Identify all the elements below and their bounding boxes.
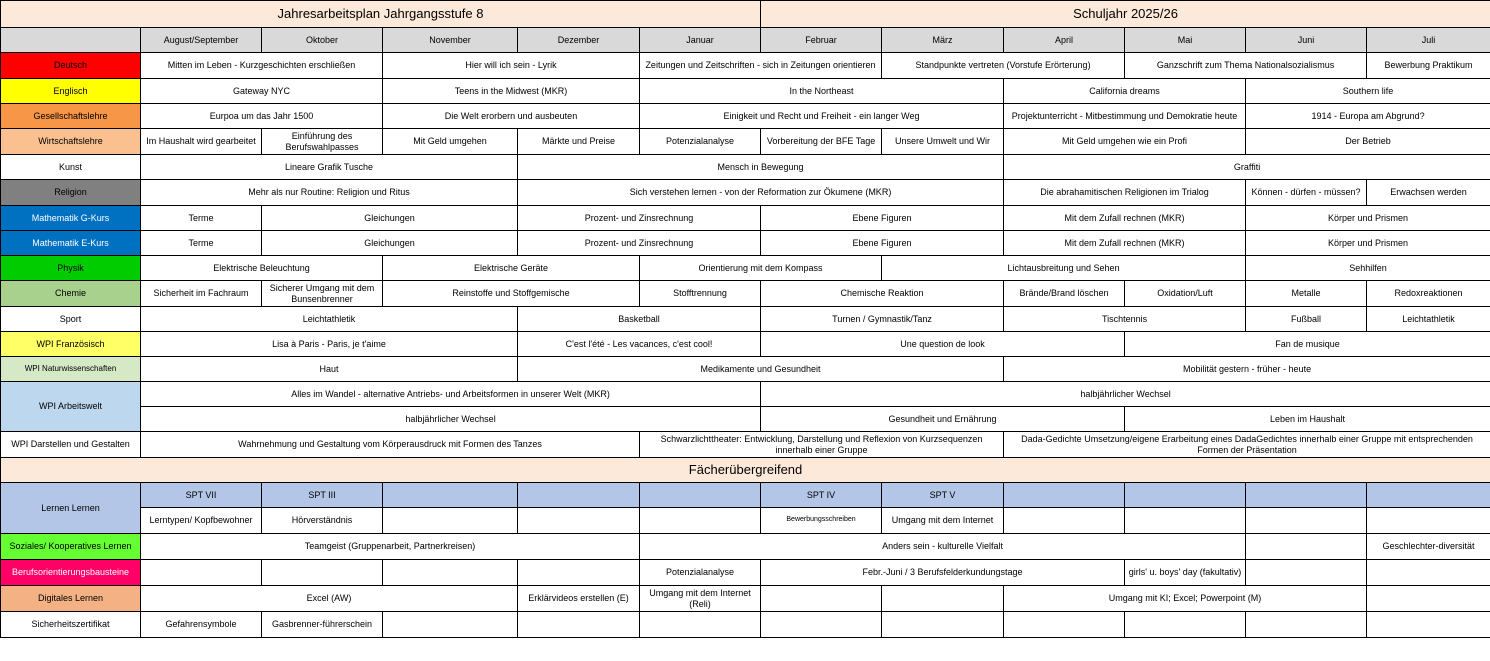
topic-cell: Die Welt erorbern und ausbeuten	[383, 104, 640, 129]
topic-cell: Bewerbungsschreiben	[761, 508, 882, 534]
topic-cell: Vorbereitung der BFE Tage	[761, 129, 882, 155]
topic-cell: Turnen / Gymnastik/Tanz	[761, 307, 1004, 332]
topic-cell: Une question de look	[761, 332, 1125, 357]
topic-cell: Reinstoffe und Stoffgemische	[383, 281, 640, 307]
subject-physik: Physik	[1, 256, 141, 281]
subject-sicherheitszertifikat: Sicherheitszertifikat	[1, 612, 141, 638]
topic-cell: Standpunkte vertreten (Vorstufe Erörterung)	[882, 53, 1125, 79]
empty-cell	[1367, 586, 1490, 612]
topic-cell: Der Betrieb	[1246, 129, 1490, 155]
empty-cell	[882, 612, 1004, 638]
empty-cell	[640, 483, 761, 508]
section-title: Fächerübergreifend	[1, 458, 1490, 483]
topic-cell: Umgang mit KI; Excel; Powerpoint (M)	[1004, 586, 1367, 612]
empty-cell	[1246, 612, 1367, 638]
topic-cell: Einigkeit und Recht und Freiheit - ein langer Weg	[640, 104, 1004, 129]
topic-cell: Metalle	[1246, 281, 1367, 307]
empty-cell	[518, 560, 640, 586]
topic-cell: Einführung des Berufswahlpasses	[262, 129, 383, 155]
subject-gesellschaftslehre: Gesellschaftslehre	[1, 104, 141, 129]
topic-cell: Umgang mit dem Internet (Reli)	[640, 586, 761, 612]
topic-cell: Lerntypen/ Kopfbewohner	[141, 508, 262, 534]
empty-cell	[1367, 508, 1490, 534]
empty-cell	[383, 612, 518, 638]
topic-cell: Mitten im Leben - Kurzgeschichten erschließen	[141, 53, 383, 79]
empty-cell	[640, 612, 761, 638]
empty-cell	[141, 560, 262, 586]
topic-cell: Unsere Umwelt und Wir	[882, 129, 1004, 155]
month-header: April	[1004, 28, 1125, 53]
topic-cell: Die abrahamitischen Religionen im Trialog	[1004, 180, 1246, 206]
empty-cell	[262, 560, 383, 586]
corner-cell	[1, 28, 141, 53]
subject-wpi-naturwissenschaften: WPI Naturwissenschaften	[1, 357, 141, 382]
topic-cell: Medikamente und Gesundheit	[518, 357, 1004, 382]
subject-mathematik-g: Mathematik G-Kurs	[1, 206, 141, 231]
topic-cell: Excel (AW)	[141, 586, 518, 612]
topic-cell: Febr.-Juni / 3 Berufsfelderkundungstage	[761, 560, 1125, 586]
topic-cell: Elektrische Beleuchtung	[141, 256, 383, 281]
empty-cell	[1004, 612, 1125, 638]
empty-cell	[518, 483, 640, 508]
month-header: Oktober	[262, 28, 383, 53]
topic-cell: Körper und Prismen	[1246, 231, 1490, 256]
topic-cell: Leben im Haushalt	[1125, 407, 1490, 432]
topic-cell: Southern life	[1246, 79, 1490, 104]
empty-cell	[383, 560, 518, 586]
empty-cell	[383, 508, 518, 534]
topic-cell: Terme	[141, 206, 262, 231]
topic-cell: Gleichungen	[262, 231, 518, 256]
empty-cell	[518, 612, 640, 638]
topic-cell: Haut	[141, 357, 518, 382]
topic-cell: C'est l'été - Les vacances, c'est cool!	[518, 332, 761, 357]
topic-cell: Teens in the Midwest (MKR)	[383, 79, 640, 104]
empty-cell	[383, 483, 518, 508]
topic-cell: Anders sein - kulturelle Vielfalt	[640, 534, 1246, 560]
subject-chemie: Chemie	[1, 281, 141, 307]
plan-title: Jahresarbeitsplan Jahrgangsstufe 8	[1, 1, 761, 28]
subject-wpi-darstellen: WPI Darstellen und Gestalten	[1, 432, 141, 458]
spt-badge: SPT V	[882, 483, 1004, 508]
topic-cell: Im Haushalt wird gearbeitet	[141, 129, 262, 155]
topic-cell: Hörverständnis	[262, 508, 383, 534]
subject-kunst: Kunst	[1, 155, 141, 180]
topic-cell: Prozent- und Zinsrechnung	[518, 231, 761, 256]
empty-cell	[1246, 483, 1367, 508]
topic-cell: Mehr als nur Routine: Religion und Ritus	[141, 180, 518, 206]
topic-cell: Fan de musique	[1125, 332, 1490, 357]
topic-cell: Fußball	[1246, 307, 1367, 332]
topic-cell: Können - dürfen - müssen?	[1246, 180, 1367, 206]
month-header: Juli	[1367, 28, 1490, 53]
topic-cell: Mensch in Bewegung	[518, 155, 1004, 180]
month-header: Juni	[1246, 28, 1367, 53]
subject-mathematik-e: Mathematik E-Kurs	[1, 231, 141, 256]
topic-cell: Teamgeist (Gruppenarbeit, Partnerkreisen)	[141, 534, 640, 560]
topic-cell: Erwachsen werden	[1367, 180, 1490, 206]
subject-wpi-franzoesisch: WPI Französisch	[1, 332, 141, 357]
spt-badge: SPT VII	[141, 483, 262, 508]
topic-cell: Leichtathletik	[1367, 307, 1490, 332]
topic-cell: Basketball	[518, 307, 761, 332]
month-header: November	[383, 28, 518, 53]
topic-cell: Mit dem Zufall rechnen (MKR)	[1004, 206, 1246, 231]
empty-cell	[1125, 508, 1246, 534]
subject-wpi-arbeitswelt: WPI Arbeitswelt	[1, 382, 141, 432]
empty-cell	[1004, 508, 1125, 534]
month-header: Januar	[640, 28, 761, 53]
month-header: Mai	[1125, 28, 1246, 53]
empty-cell	[1367, 612, 1490, 638]
topic-cell: Gateway NYC	[141, 79, 383, 104]
empty-cell	[1004, 483, 1125, 508]
topic-cell: Sehhilfen	[1246, 256, 1490, 281]
topic-cell: Sich verstehen lernen - von der Reformation zur Ökumene (MKR)	[518, 180, 1004, 206]
empty-cell	[761, 612, 882, 638]
month-header: März	[882, 28, 1004, 53]
topic-cell: Märkte und Preise	[518, 129, 640, 155]
topic-cell: Ganzschrift zum Thema Nationalsozialismus	[1125, 53, 1367, 79]
topic-cell: Alles im Wandel - alternative Antriebs- und Arbeitsformen in unserer Welt (MKR)	[141, 382, 761, 407]
topic-cell: Zeitungen und Zeitschriften - sich in Zeitungen orientieren	[640, 53, 882, 79]
topic-cell: Mit dem Zufall rechnen (MKR)	[1004, 231, 1246, 256]
topic-cell: Leichtathletik	[141, 307, 518, 332]
topic-cell: Brände/Brand löschen	[1004, 281, 1125, 307]
topic-cell: Geschlechter-diversität	[1367, 534, 1490, 560]
topic-cell: Elektrische Geräte	[383, 256, 640, 281]
empty-cell	[1246, 534, 1367, 560]
empty-cell	[1125, 612, 1246, 638]
topic-cell: In the Northeast	[640, 79, 1004, 104]
topic-cell: halbjährlicher Wechsel	[141, 407, 761, 432]
topic-cell: Terme	[141, 231, 262, 256]
topic-cell: Lichtausbreitung und Sehen	[882, 256, 1246, 281]
topic-cell: Chemische Reaktion	[761, 281, 1004, 307]
topic-cell: Graffiti	[1004, 155, 1490, 180]
subject-berufsorientierung: Berufsorientierungsbausteine	[1, 560, 141, 586]
topic-cell: Dada-Gedichte Umsetzung/eigene Erarbeitung eines DadaGedichtes innerhalb einer Gruppe mit entsprechenden Formen der Präsentation	[1004, 432, 1490, 458]
topic-cell: Mobilität gestern - früher - heute	[1004, 357, 1490, 382]
topic-cell: Mit Geld umgehen	[383, 129, 518, 155]
month-header: Dezember	[518, 28, 640, 53]
topic-cell: Stofftrennung	[640, 281, 761, 307]
topic-cell: Lineare Grafik Tusche	[141, 155, 518, 180]
topic-cell: Bewerbung Praktikum	[1367, 53, 1490, 79]
topic-cell: Sicherer Umgang mit dem Bunsenbrenner	[262, 281, 383, 307]
topic-cell: California dreams	[1004, 79, 1246, 104]
topic-cell: halbjährlicher Wechsel	[761, 382, 1490, 407]
empty-cell	[1367, 483, 1490, 508]
empty-cell	[1246, 508, 1367, 534]
topic-cell: Umgang mit dem Internet	[882, 508, 1004, 534]
school-year: Schuljahr 2025/26	[761, 1, 1490, 28]
topic-cell: 1914 - Europa am Abgrund?	[1246, 104, 1490, 129]
topic-cell: Ebene Figuren	[761, 206, 1004, 231]
spt-badge: SPT III	[262, 483, 383, 508]
empty-cell	[1125, 483, 1246, 508]
topic-cell: Ebene Figuren	[761, 231, 1004, 256]
topic-cell: girls' u. boys' day (fakultativ)	[1125, 560, 1246, 586]
subject-lernen-lernen: Lernen Lernen	[1, 483, 141, 534]
topic-cell: Oxidation/Luft	[1125, 281, 1246, 307]
month-header: August/September	[141, 28, 262, 53]
empty-cell	[1246, 560, 1367, 586]
topic-cell: Orientierung mit dem Kompass	[640, 256, 882, 281]
subject-sport: Sport	[1, 307, 141, 332]
topic-cell: Prozent- und Zinsrechnung	[518, 206, 761, 231]
topic-cell: Gefahrensymbole	[141, 612, 262, 638]
topic-cell: Erklärvideos erstellen (E)	[518, 586, 640, 612]
subject-soziales: Soziales/ Kooperatives Lernen	[1, 534, 141, 560]
subject-digitales-lernen: Digitales Lernen	[1, 586, 141, 612]
empty-cell	[882, 586, 1004, 612]
topic-cell: Schwarzlichttheater: Entwicklung, Darstellung und Reflexion von Kurzsequenzen innerhalb einer Gruppe	[640, 432, 1004, 458]
topic-cell: Körper und Prismen	[1246, 206, 1490, 231]
topic-cell: Potenzialanalyse	[640, 560, 761, 586]
topic-cell: Projektunterricht - Mitbestimmung und Demokratie heute	[1004, 104, 1246, 129]
subject-religion: Religion	[1, 180, 141, 206]
subject-deutsch: Deutsch	[1, 53, 141, 79]
empty-cell	[761, 586, 882, 612]
topic-cell: Lisa à Paris - Paris, je t'aime	[141, 332, 518, 357]
subject-wirtschaftslehre: Wirtschaftslehre	[1, 129, 141, 155]
spt-badge: SPT IV	[761, 483, 882, 508]
topic-cell: Gleichungen	[262, 206, 518, 231]
topic-cell: Mit Geld umgehen wie ein Profi	[1004, 129, 1246, 155]
topic-cell: Gasbrenner-führerschein	[262, 612, 383, 638]
topic-cell: Potenzialanalyse	[640, 129, 761, 155]
subject-englisch: Englisch	[1, 79, 141, 104]
topic-cell: Tischtennis	[1004, 307, 1246, 332]
month-header: Februar	[761, 28, 882, 53]
empty-cell	[518, 508, 640, 534]
topic-cell: Gesundheit und Ernährung	[761, 407, 1125, 432]
topic-cell: Wahrnehmung und Gestaltung vom Körperausdruck mit Formen des Tanzes	[141, 432, 640, 458]
topic-cell: Eurpoa um das Jahr 1500	[141, 104, 383, 129]
topic-cell: Hier will ich sein - Lyrik	[383, 53, 640, 79]
topic-cell: Redoxreaktionen	[1367, 281, 1490, 307]
empty-cell	[640, 508, 761, 534]
empty-cell	[1367, 560, 1490, 586]
topic-cell: Sicherheit im Fachraum	[141, 281, 262, 307]
